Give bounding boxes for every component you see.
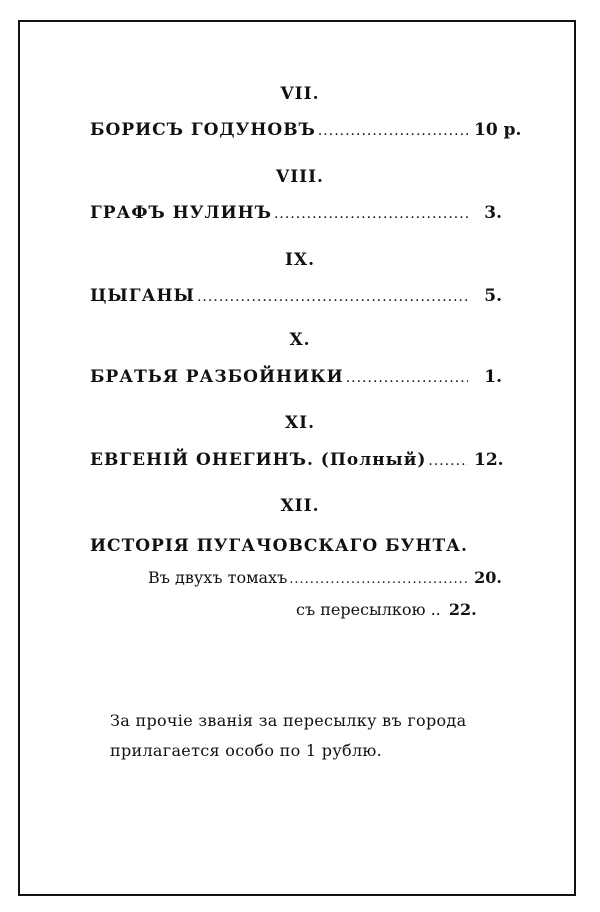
entry-graf-nulin — [90, 203, 502, 223]
sub-entry-label: Въ двухъ томахъ — [148, 568, 288, 587]
section-number-ix: IX. — [284, 250, 316, 270]
entry-title: ЕВГЕНІЙ ОНЕГИНЪ. (Полный) — [90, 450, 427, 470]
entry-price: 10 р. — [474, 120, 522, 140]
postage-note-line: За прочіе званія за пересылку въ города — [110, 711, 467, 730]
entry-title: БРАТЬЯ РАЗБОЙНИКИ — [90, 367, 344, 387]
section-number-vii: VII. — [280, 84, 320, 104]
sub-entry-with-postage — [296, 600, 502, 619]
entry-bratya-razboyniki — [90, 367, 502, 387]
entry-boris-godunov — [90, 120, 522, 140]
entry-tsygany — [90, 286, 502, 306]
entry-istoriya-pugachova: ИСТОРІЯ ПУГАЧОВСКАГО БУНТА. — [90, 536, 468, 556]
entry-price: 3. — [484, 203, 502, 223]
sub-entry-price: 22. — [448, 600, 477, 619]
sub-entry-price: 20. — [474, 568, 502, 587]
section-number-xii: XII. — [280, 496, 320, 516]
entry-price: 1. — [484, 367, 502, 387]
entry-price: 5. — [484, 286, 502, 306]
sub-entry-label: съ пересылкою .. — [296, 600, 441, 619]
section-number-x: X. — [289, 330, 311, 350]
entry-title: ЦЫГАНЫ — [90, 286, 195, 306]
section-number-viii: VIII. — [276, 167, 324, 187]
dot-leader — [274, 206, 468, 222]
section-number-xi: XI. — [284, 413, 316, 433]
entry-evgeniy-onegin — [90, 450, 502, 470]
dot-leader — [346, 370, 468, 386]
postage-note — [110, 706, 530, 766]
postage-note-line: прилагается особо по 1 рублю. — [110, 741, 383, 760]
dot-leader — [318, 123, 468, 139]
entry-title: БОРИСЪ ГОДУНОВЪ — [90, 120, 316, 140]
entry-price: 12. — [474, 450, 504, 470]
dot-leader — [289, 572, 468, 587]
entry-title: ГРАФЪ НУЛИНЪ — [90, 203, 272, 223]
dot-leader — [197, 289, 468, 305]
sub-entry-two-volumes — [148, 568, 502, 587]
dot-leader — [428, 453, 468, 469]
